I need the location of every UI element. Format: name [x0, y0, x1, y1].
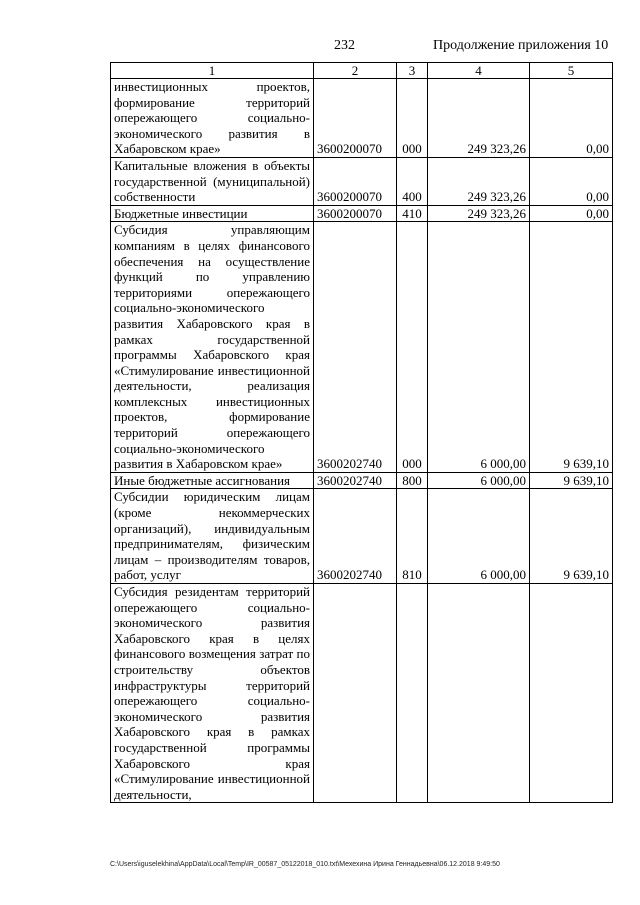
- column-header-2: 2: [314, 63, 397, 79]
- row-target-code: 3600200070: [314, 157, 397, 205]
- table-row: [111, 472, 613, 489]
- column-header-1: 1: [111, 63, 314, 79]
- row-target-code: 3600200070: [314, 205, 397, 222]
- file-path-footer: C:\Users\iguselekhina\AppData\Local\Temp\IR_00587_05122018_010.txt\Мехехина Ирина Геннадьевна\06.12.2018 9:49:50: [110, 861, 500, 868]
- row-amount-1: 249 323,26: [428, 79, 530, 158]
- budget-table: [110, 62, 613, 803]
- column-header-5: 5: [530, 63, 613, 79]
- row-amount-2: 0,00: [530, 157, 613, 205]
- row-amount-1: 6 000,00: [428, 489, 530, 584]
- row-name: Субсидии юридическим лицам (кроме некоммерческих организаций), индивидуальным предпринимателям, физическим лицам – производителям товаров, работ, услуг: [111, 489, 314, 584]
- row-amount-2: 0,00: [530, 205, 613, 222]
- row-expense-type: 000: [397, 79, 428, 158]
- column-number-row: [111, 63, 613, 79]
- row-name: Субсидия резидентам территорий опережающего социально-экономического развития Хабаровского края в целях финансового возмещения затрат по строительству объектов инфраструктуры территорий опережающего социально-экономического развития Хабаровского края в рамках государственной программы Хабаровского края «Стимулирование инвестиционной деятельности,: [111, 584, 314, 803]
- row-expense-type: 810: [397, 489, 428, 584]
- row-target-code: [314, 584, 397, 803]
- table-row: [111, 222, 613, 473]
- row-expense-type: 000: [397, 222, 428, 473]
- row-amount-1: 249 323,26: [428, 205, 530, 222]
- table-row: [111, 205, 613, 222]
- row-target-code: 3600200070: [314, 79, 397, 158]
- row-amount-2: [530, 584, 613, 803]
- table-row: [111, 79, 613, 158]
- row-name: Бюджетные инвестиции: [111, 205, 314, 222]
- row-name: Капитальные вложения в объекты государственной (муниципальной) собственности: [111, 157, 314, 205]
- appendix-caption: Продолжение приложения 10: [433, 38, 609, 53]
- table-row: [111, 489, 613, 584]
- row-name: Субсидия управляющим компаниям в целях финансового обеспечения на осуществление функций по управлению территориями опережающего социально-экономического развития Хабаровского края в рамках государственной программы Хабаровского края «Стимулирование инвестиционной деятельности, реализация комплексных инвестиционных проектов, формирование территорий опережающего социально-экономического развития в Хабаровском крае»: [111, 222, 314, 473]
- row-name: Иные бюджетные ассигнования: [111, 472, 314, 489]
- table-row: [111, 157, 613, 205]
- row-name: инвестиционных проектов, формирование территорий опережающего социально-экономического развития в Хабаровском крае»: [111, 79, 314, 158]
- row-amount-2: 9 639,10: [530, 489, 613, 584]
- row-amount-1: 249 323,26: [428, 157, 530, 205]
- row-amount-1: [428, 584, 530, 803]
- row-amount-1: 6 000,00: [428, 472, 530, 489]
- page-number: 232: [334, 38, 355, 53]
- row-expense-type: 800: [397, 472, 428, 489]
- column-header-4: 4: [428, 63, 530, 79]
- row-expense-type: 400: [397, 157, 428, 205]
- row-amount-2: 0,00: [530, 79, 613, 158]
- row-expense-type: 410: [397, 205, 428, 222]
- row-amount-2: 9 639,10: [530, 222, 613, 473]
- row-target-code: 3600202740: [314, 489, 397, 584]
- row-target-code: 3600202740: [314, 222, 397, 473]
- row-target-code: 3600202740: [314, 472, 397, 489]
- row-amount-1: 6 000,00: [428, 222, 530, 473]
- table-row: [111, 584, 613, 803]
- row-expense-type: [397, 584, 428, 803]
- row-amount-2: 9 639,10: [530, 472, 613, 489]
- column-header-3: 3: [397, 63, 428, 79]
